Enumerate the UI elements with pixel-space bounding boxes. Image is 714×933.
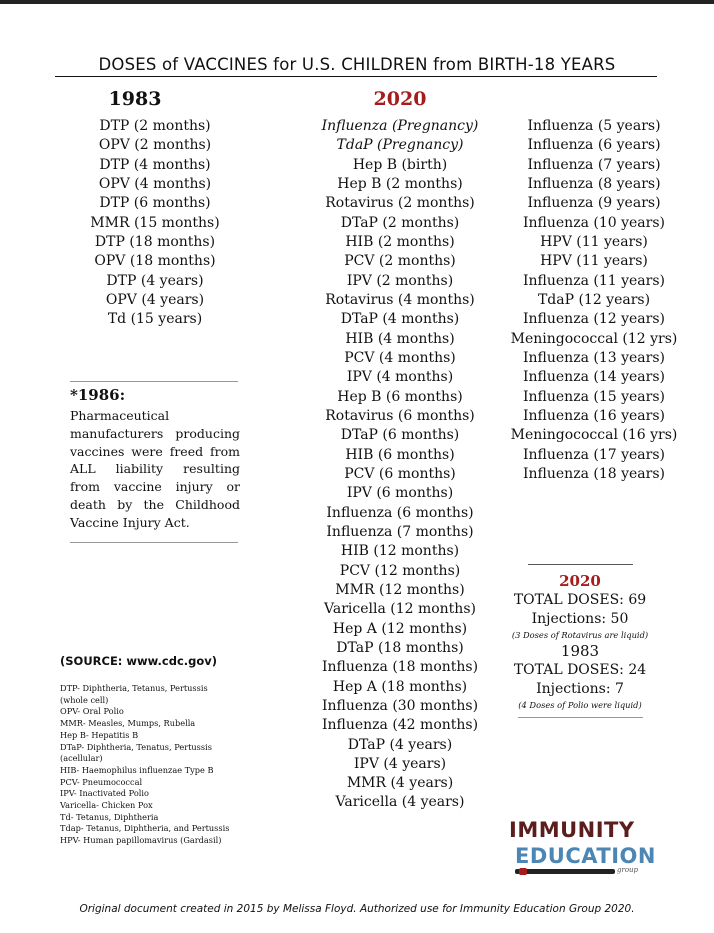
- list-item: Rotavirus (4 months): [325, 291, 475, 308]
- list-item: PCV (6 months): [344, 465, 456, 482]
- total-doses-1983: TOTAL DOSES: 24: [513, 662, 647, 678]
- note-top-divider: [70, 381, 238, 382]
- list-item: IPV (4 years): [353, 755, 447, 772]
- list-item: PCV (12 months): [339, 562, 461, 579]
- list-item: TdaP (12 years): [537, 291, 651, 308]
- top-border: [0, 0, 714, 4]
- totals-2020-heading: 2020: [559, 572, 601, 590]
- logo-line-1: IMMUNITY: [509, 818, 635, 842]
- list-item: Influenza (10 years): [523, 214, 665, 231]
- list-item: Influenza (7 months): [326, 523, 474, 540]
- list-item: IPV- Inactivated Polio: [60, 788, 149, 799]
- list-item: DTP (4 years): [106, 272, 204, 289]
- list-item: IPV (4 months): [346, 369, 454, 386]
- list-item: DTaP (6 months): [340, 427, 460, 444]
- list-item: DTaP- Diphtheria, Tenatus, Pertussis: [60, 741, 212, 752]
- list-item: Influenza (7 years): [527, 156, 661, 173]
- list-item: PCV- Pneumococcal: [60, 776, 143, 787]
- note-body: Pharmaceutical manufacturers producing vaccines were freed from ALL liability resulting from vaccine injury or death by the Childhood Vaccine Injury Act.: [70, 408, 240, 530]
- list-item: DTP- Diphtheria, Tetanus, Pertussis: [60, 683, 208, 693]
- list-item: HIB (12 months): [340, 543, 460, 560]
- year-2020-heading: 2020: [373, 88, 427, 110]
- list-item: OPV (4 months): [98, 175, 212, 192]
- list-item: HIB (6 months): [345, 446, 455, 463]
- list-item: HIB (4 months): [345, 330, 455, 347]
- list-item: DTaP (4 months): [340, 311, 460, 328]
- list-item: HIB (2 months): [345, 233, 455, 250]
- schedule-2020-list-b: [494, 117, 694, 484]
- list-item: MMR (15 months): [90, 214, 220, 231]
- list-item: Influenza (11 years): [523, 272, 665, 289]
- logo-syringe-icon: [515, 869, 615, 874]
- list-item: Influenza (14 years): [523, 369, 665, 386]
- list-item: Influenza (30 months): [321, 697, 479, 714]
- list-item: DTP (2 months): [99, 118, 211, 134]
- list-item: MMR- Measles, Mumps, Rubella: [60, 718, 196, 729]
- list-item: TdaP (Pregnancy): [336, 137, 464, 154]
- list-item: HIB- Haemophilus influenzae Type B: [60, 764, 214, 775]
- list-item: Influenza (42 months): [321, 717, 479, 734]
- total-doses-2020: TOTAL DOSES: 69: [513, 592, 647, 608]
- totals-box: [490, 564, 670, 718]
- list-item: Hep B- Hepatitis B: [60, 729, 139, 740]
- list-item: Influenza (15 years): [523, 388, 665, 405]
- totals-note-2020: (3 Doses of Rotavirus are liquid): [511, 630, 649, 640]
- list-item: IPV (6 months): [346, 485, 454, 502]
- list-item: Influenza (6 years): [527, 137, 661, 154]
- list-item: OPV (4 years): [105, 291, 205, 308]
- note-bottom-divider: [70, 542, 238, 543]
- list-item: DTaP (2 months): [340, 214, 460, 231]
- list-item: (whole cell): [60, 694, 109, 705]
- injections-1983: Injections: 7: [536, 681, 624, 697]
- footer-credit: Original document created in 2015 by Melissa Floyd. Authorized use for Immunity Education Group 2020.: [79, 903, 635, 915]
- totals-divider: [528, 564, 633, 565]
- logo-line-2: EDUCATION: [515, 844, 656, 868]
- list-item: Hep A (18 months): [332, 678, 468, 695]
- list-item: Td- Tetanus, Diphtheria: [60, 811, 159, 822]
- list-item: OPV (2 months): [98, 137, 212, 154]
- list-item: Influenza (Pregnancy): [321, 118, 479, 134]
- list-item: Rotavirus (2 months): [325, 195, 475, 212]
- logo-syringe-tip-icon: [519, 868, 527, 875]
- list-item: Influenza (18 months): [321, 659, 479, 676]
- list-item: (acellular): [60, 753, 103, 764]
- logo-line-3: group: [617, 866, 639, 874]
- note-heading: *1986:: [70, 386, 126, 404]
- totals-note-1983: (4 Doses of Polio were liquid): [518, 700, 642, 710]
- list-item: Influenza (13 years): [523, 349, 665, 366]
- list-item: Hep A (12 months): [332, 620, 468, 637]
- title-underline: [55, 76, 657, 77]
- list-item: MMR (12 months): [335, 581, 465, 598]
- list-item: Influenza (17 years): [523, 446, 665, 463]
- list-item: Influenza (9 years): [527, 195, 661, 212]
- totals-bottom-divider: [518, 717, 643, 718]
- list-item: HPV (11 years): [540, 253, 648, 270]
- page-title: DOSES of VACCINES for U.S. CHILDREN from BIRTH-18 YEARS: [98, 55, 616, 74]
- list-item: Influenza (5 years): [527, 118, 661, 134]
- year-1983-heading: 1983: [108, 88, 162, 110]
- list-item: PCV (2 months): [344, 253, 456, 270]
- injections-2020: Injections: 50: [531, 611, 629, 627]
- totals-1983-heading: 1983: [560, 642, 600, 660]
- list-item: Hep B (birth): [352, 156, 448, 173]
- list-item: IPV (2 months): [346, 272, 454, 289]
- list-item: Influenza (12 years): [523, 311, 665, 328]
- schedule-1983-list: [55, 117, 255, 330]
- list-item: Varicella- Chicken Pox: [60, 800, 153, 811]
- list-item: HPV (11 years): [540, 233, 648, 250]
- list-item: Hep B (6 months): [337, 388, 463, 405]
- list-item: Tdap- Tetanus, Diphtheria, and Pertussis: [60, 823, 230, 834]
- list-item: DTaP (4 years): [347, 736, 453, 753]
- abbreviation-legend: [60, 683, 260, 847]
- list-item: DTP (6 months): [99, 195, 211, 212]
- list-item: Meningococcal (16 yrs): [510, 427, 678, 444]
- list-item: Hep B (2 months): [337, 175, 463, 192]
- list-item: Influenza (8 years): [527, 175, 661, 192]
- list-item: Influenza (18 years): [523, 465, 665, 482]
- list-item: HPV- Human papillomavirus (Gardasil): [60, 835, 222, 846]
- schedule-2020-list-a: [300, 117, 500, 813]
- immunity-education-logo: [505, 818, 655, 880]
- list-item: OPV- Oral Polio: [60, 706, 124, 717]
- list-item: Influenza (16 years): [523, 407, 665, 424]
- list-item: MMR (4 years): [346, 775, 454, 792]
- source-label: (SOURCE: www.cdc.gov): [60, 654, 218, 668]
- list-item: OPV (18 months): [94, 253, 216, 270]
- list-item: DTP (4 months): [99, 156, 211, 173]
- list-item: Varicella (12 months): [324, 601, 476, 618]
- list-item: Rotavirus (6 months): [325, 407, 475, 424]
- list-item: Td (15 years): [107, 311, 203, 328]
- list-item: PCV (4 months): [344, 349, 456, 366]
- list-item: DTaP (18 months): [336, 639, 464, 656]
- list-item: Influenza (6 months): [326, 504, 474, 521]
- list-item: DTP (18 months): [94, 233, 216, 250]
- list-item: Varicella (4 years): [335, 794, 465, 811]
- list-item: Meningococcal (12 yrs): [510, 330, 678, 347]
